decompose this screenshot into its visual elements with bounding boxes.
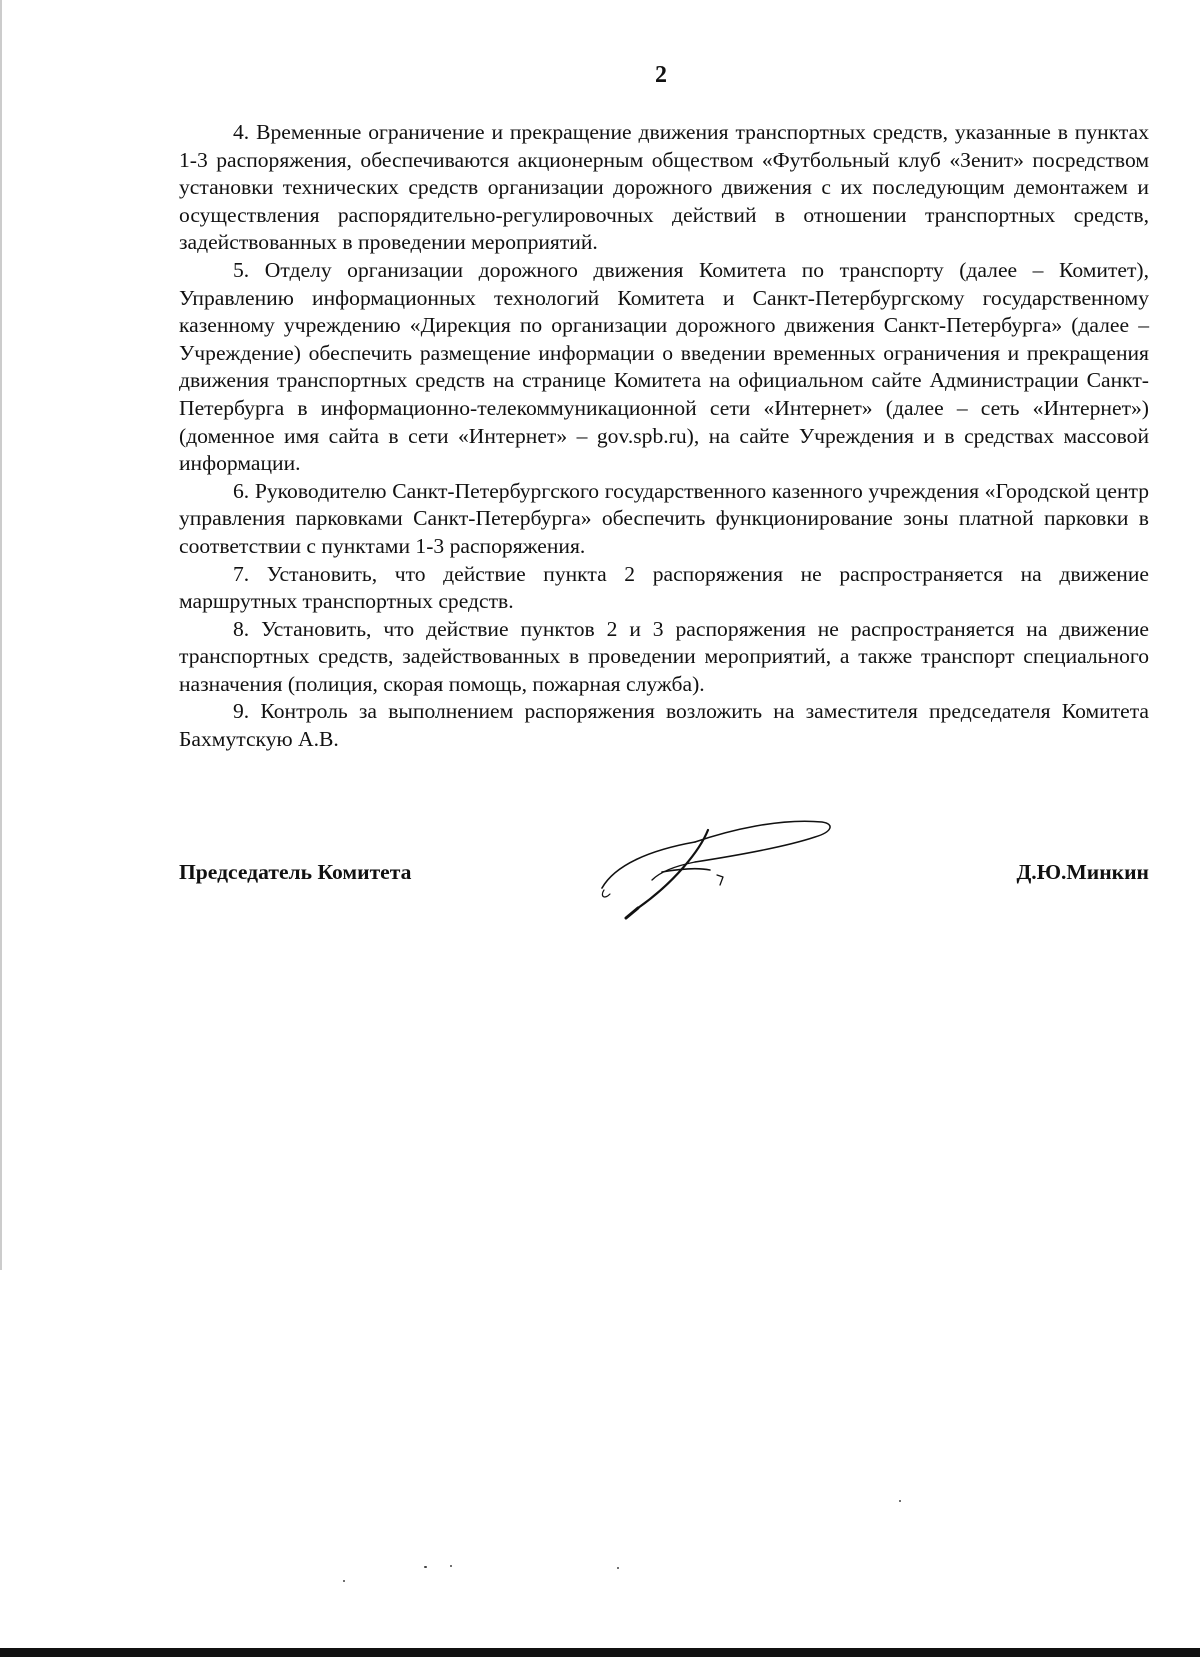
scan-edge xyxy=(0,0,2,1270)
signatory-name: Д.Ю.Минкин xyxy=(1016,860,1149,884)
page-number: 2 xyxy=(655,62,667,88)
scan-speck xyxy=(450,1565,452,1567)
scan-speck xyxy=(424,1566,427,1568)
paragraph-6: 6. Руководителю Санкт-Петербургского государственного казенного учреждения «Городской центр управления парковками Санкт-Петербурга» обеспечить функционирование зоны платной парковки в соответствии с пунктами 1-3 распоряжения. xyxy=(179,478,1149,558)
paragraph-9: 9. Контроль за выполнением распоряжения возложить на заместителя председателя Комитета Бахмутскую А.В. xyxy=(179,699,1149,752)
paragraph-4: 4. Временные ограничение и прекращение движения транспортных средств, указанные в пунктах 1-3 распоряжения, обеспечиваются акционерным обществом «Футбольный клуб «Зенит» посредством установки технических средств организации дорожного движения с их последующим демонтажем и осуществления распорядительно-регулировочных действий в отношении транспортных средств, задействованных в проведении мероприятий. xyxy=(179,120,1149,255)
paragraph-8: 8. Установить, что действие пунктов 2 и 3 распоряжения не распространяется на движение транспортных средств, задействованных в проведении мероприятий, а также транспорт специального назначения (полиция, скорая помощь, пожарная служба). xyxy=(179,616,1149,696)
scan-speck xyxy=(617,1567,619,1569)
paragraph-7: 7. Установить, что действие пункта 2 распоряжения не распространяется на движение маршрутных транспортных средств. xyxy=(179,561,1149,614)
scan-speck xyxy=(343,1580,345,1582)
signatory-title: Председатель Комитета xyxy=(179,860,412,884)
paragraph-5: 5. Отделу организации дорожного движения Комитета по транспорту (далее – Комитет), Управлению информационных технологий Комитета и Санкт-Петербургскому государственному казенному учреждению «Дирекция по организации дорожного движения Санкт-Петербурга» (далее – Учреждение) обеспечить размещение информации о введении временных ограничения и прекращения движения транспортных средств на странице Комитета на официальном сайте Администрации Санкт-Петербурга в информационно-телекоммуникационной сети «Интернет» (далее – сеть «Интернет») (доменное имя сайта в сети «Интернет» – gov.spb.ru), на сайте Учреждения и в средствах массовой информации. xyxy=(179,257,1149,476)
document-body xyxy=(179,119,1149,754)
scan-bottom-edge xyxy=(0,1648,1200,1657)
handwritten-signature xyxy=(590,810,840,920)
scan-speck xyxy=(899,1500,901,1502)
